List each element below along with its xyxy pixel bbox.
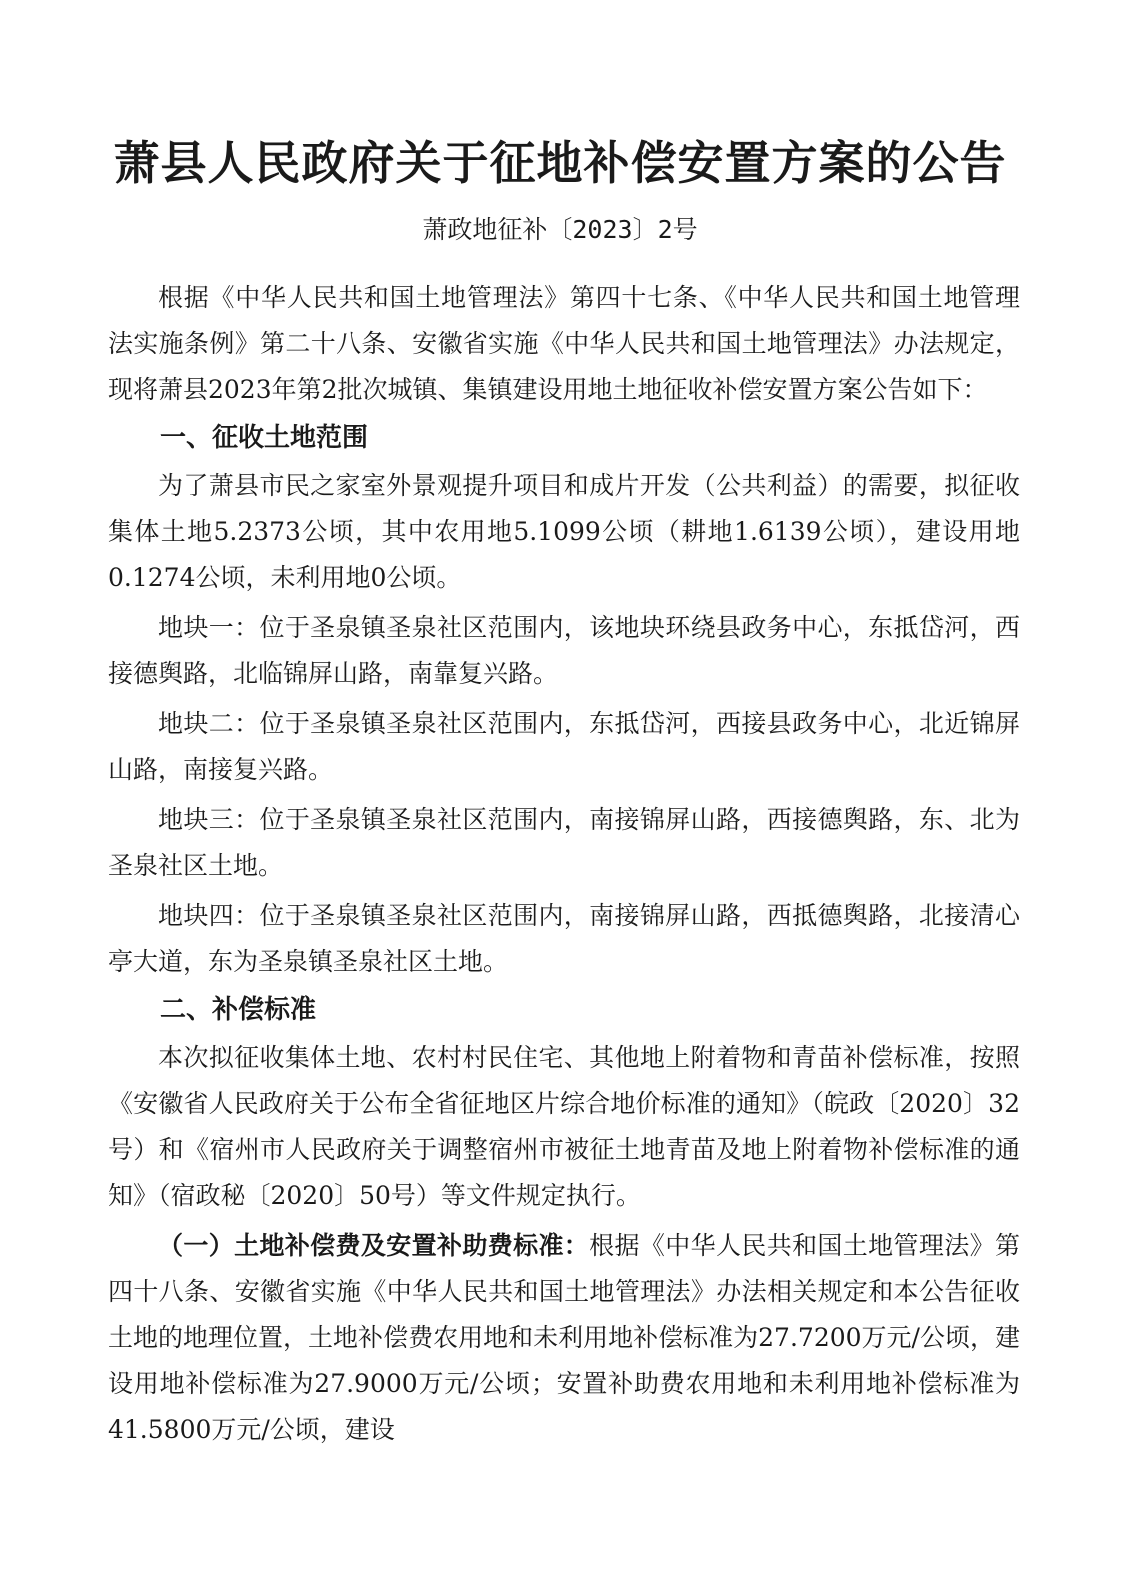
intro-paragraph: 根据《中华人民共和国土地管理法》第四十七条、《中华人民共和国土地管理法实施条例》第二十八条、安徽省实施《中华人民共和国土地管理法》办法规定，现将萧县2023年第2批次城镇、集镇建设用地土地征收补偿安置方案公告如下： — [108, 283, 1020, 404]
plot-1-paragraph: 地块一：位于圣泉镇圣泉社区范围内，该地块环绕县政务中心，东抵岱河，西接德舆路，北临锦屏山路，南靠复兴路。 — [108, 613, 1020, 688]
land-compensation-paragraph — [108, 1223, 1020, 1453]
compensation-standard-paragraph: 本次拟征收集体土地、农村村民住宅、其他地上附着物和青苗补偿标准，按照《安徽省人民政府关于公布全省征地区片综合地价标准的通知》（皖政〔2020〕32号）和《宿州市人民政府关于调整宿州市被征土地青苗及地上附着物补偿标准的通知》（宿政秘〔2020〕50号）等文件规定执行。 — [108, 1043, 1020, 1210]
document-body — [108, 275, 1020, 1453]
land-compensation-lead: （一）土地补偿费及安置补助费标准： — [158, 1231, 590, 1260]
plot-4-paragraph: 地块四：位于圣泉镇圣泉社区范围内，南接锦屏山路，西抵德舆路，北接清心亭大道，东为圣泉镇圣泉社区土地。 — [108, 901, 1020, 976]
section-heading-land-scope: 一、征收土地范围 — [160, 423, 369, 453]
document-title: 萧县人民政府关于征地补偿安置方案的公告 — [113, 136, 1007, 190]
section-heading-compensation: 二、补偿标准 — [160, 995, 317, 1025]
land-compensation-text: 根据《中华人民共和国土地管理法》第四十八条、安徽省实施《中华人民共和国土地管理法》办法相关规定和本公告征收土地的地理位置，土地补偿费农用地和未利用地补偿标准为27.7200万元/公顷，建设用地补偿标准为27.9000万元/公顷；安置补助费农用地和未利用地补偿标准为41.5800万元/公顷，建设 — [108, 1231, 1020, 1444]
document-number: 萧政地征补〔2023〕2号 — [422, 215, 698, 244]
land-scope-paragraph: 为了萧县市民之家室外景观提升项目和成片开发（公共利益）的需要，拟征收集体土地5.2373公顷，其中农用地5.1099公顷（耕地1.6139公顷），建设用地0.1274公顷，未利用地0公顷。 — [108, 471, 1020, 592]
plot-3-paragraph: 地块三：位于圣泉镇圣泉社区范围内，南接锦屏山路，西接德舆路，东、北为圣泉社区土地。 — [108, 805, 1020, 880]
plot-2-paragraph: 地块二：位于圣泉镇圣泉社区范围内，东抵岱河，西接县政务中心，北近锦屏山路，南接复兴路。 — [108, 709, 1020, 784]
